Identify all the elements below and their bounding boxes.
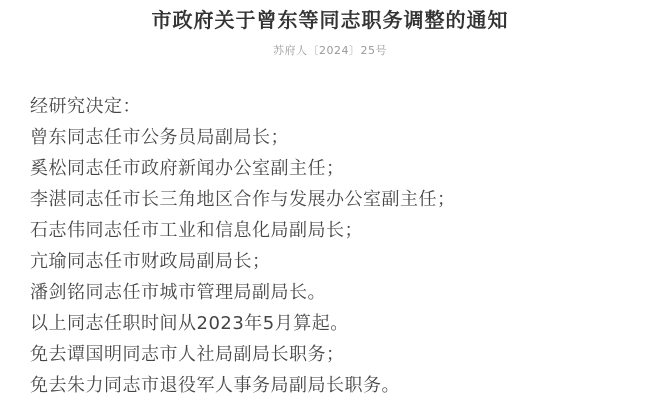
body-line-removal-1: 免去谭国明同志市人社局副局长职务； [30,344,345,365]
body-line-appointment-1: 曾东同志任市公务员局副局长； [30,127,289,148]
body-line-effective-date: 以上同志任职时间从2023年5月算起。 [30,313,349,334]
body-line-appointment-3: 李湛同志任市长三角地区合作与发展办公室副主任； [30,189,456,210]
body-line-appointment-4: 石志伟同志任市工业和信息化局副局长； [30,220,363,241]
body-line-removal-2: 免去朱力同志市退役军人事务局副局长职务。 [30,375,400,396]
notice-body [0,58,660,401]
body-line-appointment-5: 亢瑜同志任市财政局副局长； [30,251,271,272]
body-line-appointment-6: 潘剑铭同志任市城市管理局副局长。 [30,282,326,303]
notice-title: 市政府关于曾东等同志职务调整的通知 [151,8,509,32]
body-line-appointment-2: 奚松同志任市政府新闻办公室副主任； [30,158,345,179]
document-number: 苏府人〔2024〕25号 [273,44,387,57]
body-line-decision: 经研究决定： [30,96,141,117]
